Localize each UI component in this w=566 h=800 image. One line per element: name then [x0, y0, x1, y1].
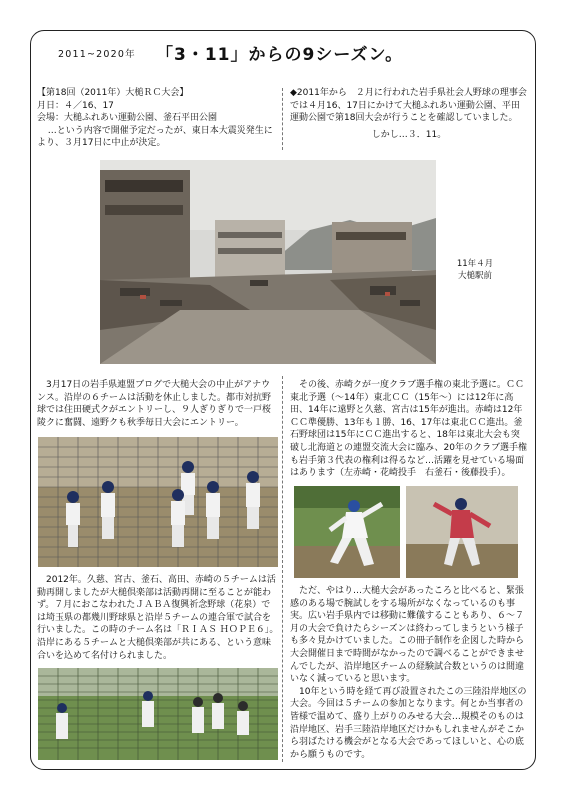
paragraph: 2012年。久慈、宮古、釜石、高田、赤崎の５チームは活動再開しましたが大槌倶楽部は活動再開に至ることが能わず。７月におこなわれたＪＡＢＡ復興祈念野球（花泉）では埼玉県の都幾川野球県と沿岸５チームの連合軍で試合を行いました。この時のチーム名は「ＲＩＡＳ ＨＯＰＥ６」。沿岸にある５チームと大槌倶楽部が共にある、という意味合いを込めて名付けられました。 — [37, 575, 279, 661]
baseball-team-photo — [38, 437, 278, 567]
column-divider — [282, 376, 283, 762]
column-divider — [282, 88, 283, 150]
left-column-para1 — [37, 379, 279, 429]
photo-caption — [440, 258, 510, 282]
years-label: 2011~2020年 — [58, 49, 136, 60]
left-column-para2 — [37, 574, 279, 662]
intro-tail: しかし…３．11。 — [371, 129, 447, 140]
paragraph: ただ、やはり…大槌大会があったころと比べると、緊張感のある場で腕試しをする場所がなくなっているのも事実。広い岩手県内では移動に難儀することもあり、６～７月の大会で負けたらシーズンは終わってしまうという様子も多々見かけていました。この冊子制作を企図した時から大会開催日まで時間がなかったので調べることができませんでしたが、沿岸地区チームの経験試合数というのは間違いなく減っていると思います。 — [290, 586, 525, 685]
event-info — [37, 87, 279, 150]
event-info-line: 【第18回（2011年）大槌ＲＣ大会】 — [37, 88, 189, 98]
intro-paragraph: ◆2011年から ２月に行われた岩手県社会人野球の理事会では４月16、17日にかけて大槌ふれあい運動公園、平田運動公園で第18回大会が行うことを確認していました。 — [290, 88, 527, 124]
photo-caption-line: 11年４月 — [456, 259, 494, 269]
paragraph: 3月17日の岩手県連盟ブログで大槌大会の中止がアナウンス。沿岸の６チームは活動を休止しました。都市対抗野球では住田硬式クがエントリーし、９人ぎりぎりで一戸桜陵クに奮闘、遠野クも秋季毎日大会にエントリー。 — [37, 380, 272, 428]
page-title: 「3・11」からの9シーズン。 — [156, 45, 404, 65]
event-info-line: 会場：大槌ふれあい運動公園、釜石平田公園 — [37, 113, 218, 124]
disaster-photo — [100, 160, 436, 364]
paragraph: 10年という時を経て再び設置されたこの三陸沿岸地区の大会。今回は５チームの参加となります。何とか当事者の皆様で温めて、盛り上がりのみせる大会…規模そのものは沿岸地区、岩手三陸沿岸地区だけかもしれませんがそこから羽ばたける機会がとなる大会であってほしいと、心の底から願うものです。 — [290, 686, 527, 760]
event-info-line: 月日：４／16、17 — [37, 100, 114, 111]
right-column-para2 — [290, 585, 528, 761]
intro-right — [290, 87, 528, 141]
photo-caption-line: 大槌駅前 — [457, 271, 492, 281]
right-column-para1 — [290, 379, 528, 480]
pitcher-photo — [406, 486, 518, 578]
pitcher-photo — [294, 486, 400, 578]
game-photo — [38, 668, 278, 760]
event-info-line: …という内容で開催予定だったが、東日本大震災発生により、３月17日に中止が決定。 — [37, 125, 273, 149]
paragraph: その後、赤崎クが一度クラブ選手権の東北予選に。ＣＣ東北予選（～14年）東北ＣＣ（15年～）には12年に高田、14年に遠野と久慈、宮古は15年が進出。赤崎は12年ＣＣ準優勝、13年も１勝、16、17年は東北ＣＣ進出。釜石野球団は15年にＣＣ進出すると、18年は東北大会も突破し北海道との連盟交流大会に臨み、20年のクラブ選手権も岩手第３代表の権利は得るなど…活躍を見せている場面はあります（左赤崎・花崎投手 右釜石・後藤投手）。 — [290, 380, 527, 479]
